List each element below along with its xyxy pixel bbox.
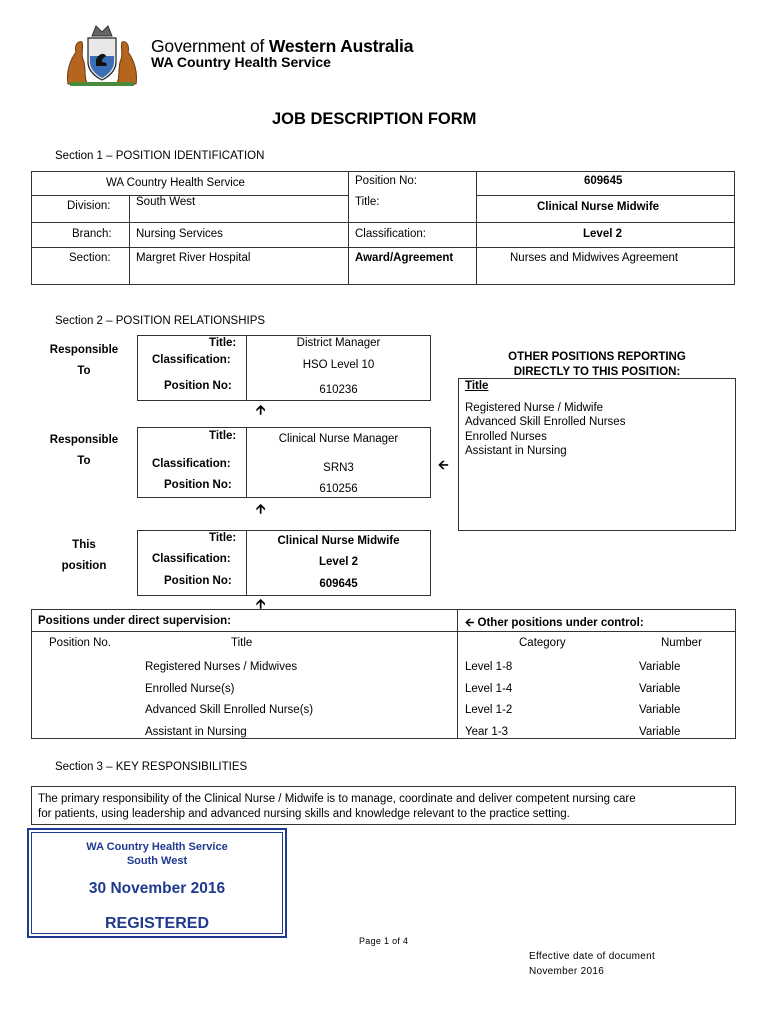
table-row: Registered Nurses / Midwives [145, 661, 298, 673]
l2-title: Clinical Nurse Manager [278, 433, 399, 445]
arrow-up-icon: 🡩 [256, 501, 266, 516]
l1-classification: HSO Level 10 [302, 359, 375, 371]
page-number: Page 1 of 4 [359, 936, 409, 946]
responsibilities-line1: The primary responsibility of the Clinical Nurse / Midwife is to manage, coordinate and deliver competent nursing care [38, 793, 636, 805]
l3-position-no: 609645 [319, 578, 358, 590]
table-row: Advanced Skill Enrolled Nurse(s) [145, 704, 314, 716]
government-name-bold: Western Australia [268, 36, 414, 56]
responsible-line1: Responsible [49, 344, 119, 356]
division-label: Division: [67, 200, 111, 212]
other-positions-list [465, 401, 625, 458]
stamp-date: 30 November 2016 [88, 880, 226, 897]
arrow-up-icon: 🡩 [256, 402, 266, 417]
l2-position-no: 610256 [319, 483, 358, 495]
classification-value: Level 2 [583, 228, 622, 240]
section3-heading: Section 3 – KEY RESPONSIBILITIES [55, 761, 248, 773]
table-row: Level 1-8 [465, 661, 513, 673]
supervision-titles [145, 657, 313, 743]
control-categories [465, 657, 512, 743]
responsible-line2: To [77, 365, 91, 377]
responsible-to-label-1 [44, 340, 124, 382]
title-label: Title: [355, 196, 380, 208]
other-title-header: Title [465, 380, 489, 392]
stamp-line2: South West [126, 854, 188, 867]
responsible-line1: Responsible [49, 434, 119, 446]
other-heading-line2: DIRECTLY TO THIS POSITION: [513, 366, 681, 378]
col-title: Title [231, 637, 253, 649]
stamp-line1: WA Country Health Service [86, 841, 228, 853]
award-label: Award/Agreement [355, 252, 454, 264]
classification-label: Classification: [355, 228, 426, 240]
other-positions-heading [458, 350, 736, 380]
table-row: Enrolled Nurse(s) [145, 682, 235, 695]
col-number: Number [661, 637, 702, 649]
section1-org: WA Country Health Service [106, 177, 245, 189]
section-value: Margret River Hospital [136, 252, 251, 264]
effective-label: Effective date of document [529, 951, 656, 962]
col-category: Category [519, 637, 566, 649]
table-row: Variable [639, 704, 681, 716]
l1-title-label: Title: [209, 337, 237, 349]
control-heading: 🡨 Other positions under control: [465, 617, 644, 629]
l1-posno-label: Position No: [164, 380, 232, 392]
award-value: Nurses and Midwives Agreement [510, 252, 679, 264]
position-no-label: Position No: [355, 175, 418, 187]
section2-heading: Section 2 – POSITION RELATIONSHIPS [55, 315, 266, 327]
l3-title: Clinical Nurse Midwife [277, 535, 400, 547]
this-line2: position [61, 560, 107, 572]
table-row: Variable [639, 682, 681, 695]
l3-posno-label: Position No: [164, 575, 232, 587]
service-name: WA Country Health Service [151, 54, 331, 70]
position-no-value: 609645 [584, 175, 623, 187]
branch-label: Branch: [72, 228, 112, 240]
table-row: Variable [639, 725, 681, 738]
stamp-status: REGISTERED [104, 915, 209, 932]
section-label: Section: [69, 252, 111, 264]
list-item: Registered Nurse / Midwife [465, 402, 604, 414]
l3-class-label: Classification: [152, 553, 231, 565]
title-value: Clinical Nurse Midwife [537, 201, 660, 213]
table-row: Variable [639, 661, 681, 673]
arrow-left-icon: 🡨 [438, 457, 449, 472]
responsibilities-text [38, 792, 636, 821]
l2-classification: SRN3 [323, 462, 354, 474]
this-line1: This [72, 539, 96, 551]
supervision-heading: Positions under direct supervision: [38, 615, 231, 627]
table-row: Assistant in Nursing [145, 725, 247, 738]
government-name-prefix: Government of [151, 36, 265, 56]
l3-classification: Level 2 [319, 556, 358, 568]
list-item: Enrolled Nurses [465, 430, 547, 443]
crest-logo [58, 22, 146, 92]
l1-position-no: 610236 [319, 384, 358, 396]
l2-posno-label: Position No: [164, 479, 232, 491]
l3-title-label: Title: [209, 532, 237, 544]
control-numbers [639, 657, 680, 743]
col-position-no: Position No. [49, 637, 112, 649]
table-row: Level 1-4 [465, 682, 513, 695]
responsible-line2: To [77, 455, 91, 467]
l2-title-label: Title: [209, 430, 237, 442]
section1-heading: Section 1 – POSITION IDENTIFICATION [55, 150, 265, 162]
l2-class-label: Classification: [152, 458, 231, 470]
arrow-up-icon: 🡩 [256, 596, 266, 611]
list-item: Advanced Skill Enrolled Nurses [465, 416, 626, 429]
registered-stamp [27, 828, 287, 938]
list-item: Assistant in Nursing [465, 444, 567, 457]
division-value: South West [136, 196, 196, 208]
l1-class-label: Classification: [152, 354, 231, 366]
this-position-label [44, 535, 124, 577]
doc-title: JOB DESCRIPTION FORM [272, 110, 477, 128]
responsibilities-line2: for patients, using leadership and advanced nursing skills and knowledge relevant to the practice setting. [38, 807, 570, 820]
responsible-to-label-2 [44, 430, 124, 472]
table-row: Year 1-3 [465, 725, 509, 738]
l1-title: District Manager [296, 337, 381, 349]
other-heading-line1: OTHER POSITIONS REPORTING [508, 351, 686, 363]
effective-date: November 2016 [529, 966, 605, 977]
table-row: Level 1-2 [465, 704, 513, 716]
branch-value: Nursing Services [136, 228, 223, 240]
